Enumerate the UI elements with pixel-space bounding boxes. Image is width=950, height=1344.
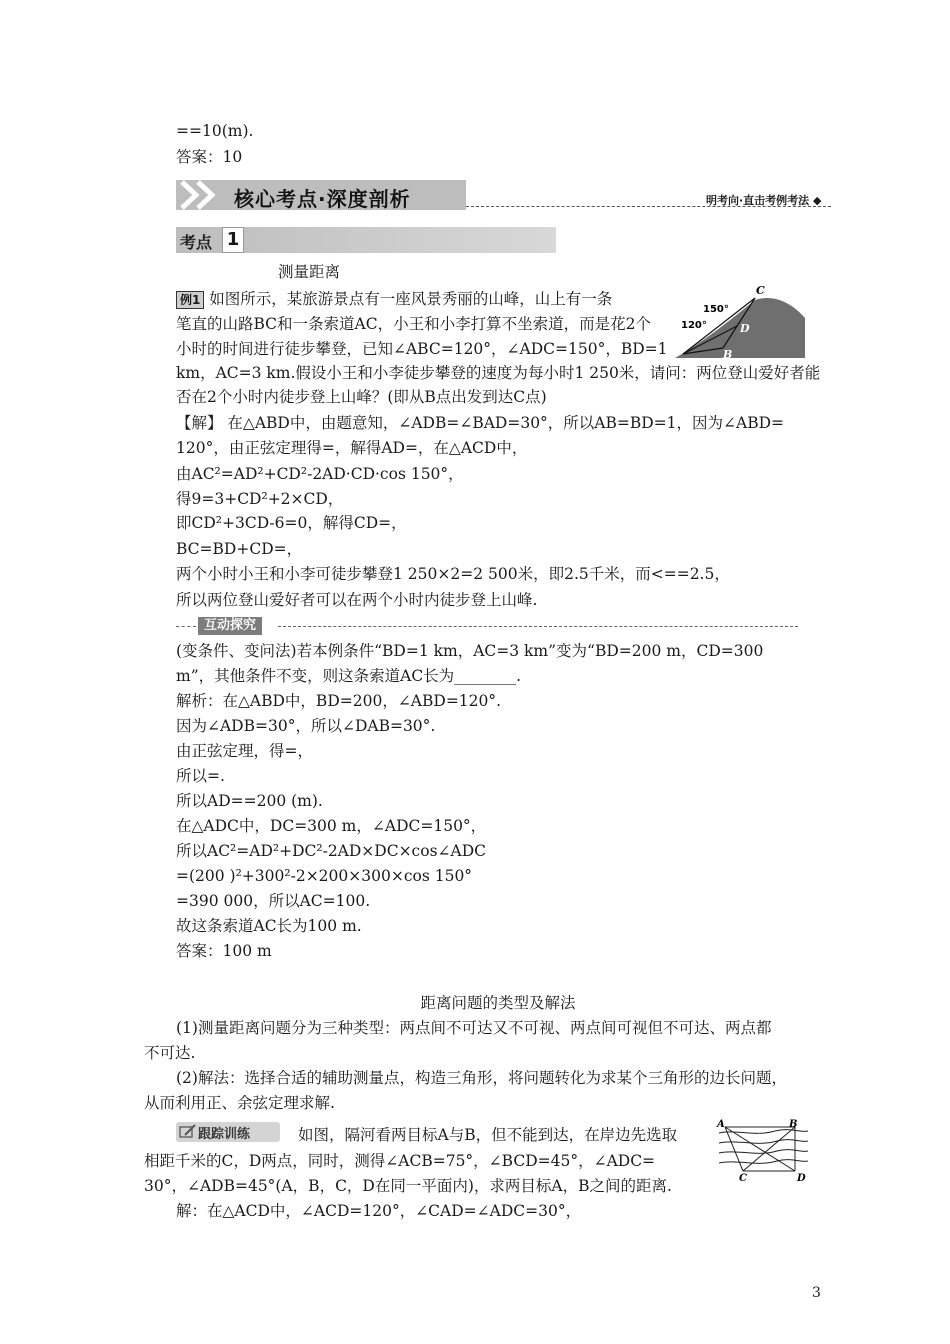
hudong-line-8: 在△ADC中，DC=300 m，∠ADC=150°， [176, 817, 487, 835]
method-line-2: 不可达. [144, 1044, 196, 1062]
hudong-line-7: 所以AD==200 (m). [176, 792, 323, 810]
hudong-line-3: 解析：在△ABD中，BD=200，∠ABD=120°. [176, 692, 502, 710]
fig-label-c: C [756, 284, 765, 297]
example-line-2: 笔直的山路BC和一条索道AC，小王和小李打算不坐索道，而是花2个 [176, 315, 651, 333]
banner-side-text: 明考向·直击考例考法 ◆ [706, 194, 822, 207]
banner-title: 核心考点·深度剖析 [234, 187, 411, 211]
kaodian-topic: 测量距离 [278, 263, 341, 281]
kaodian-number: 1 [222, 227, 244, 253]
river-label-c: C [739, 1173, 747, 1182]
hudong-line-6: 所以=. [176, 767, 225, 785]
hudong-line-5: 由正弦定理，得=， [176, 742, 313, 760]
chevron-icon [176, 180, 228, 210]
solution-line-8: 所以两位登山爱好者可以在两个小时内徒步登上山峰. [176, 591, 538, 609]
solution-line-2: 120°，由正弦定理得=，解得AD=，在△ACD中， [176, 439, 528, 457]
fig-label-a: A [676, 342, 685, 355]
example-line-1: 例1 如图所示，某旅游景点有一座风景秀丽的山峰，山上有一条 [176, 289, 612, 309]
pencil-icon [179, 1124, 197, 1140]
hudong-line-12: 故这条索道AC长为100 m. [176, 917, 362, 935]
section-banner [176, 180, 466, 210]
method-title: 距离问题的类型及解法 [420, 994, 576, 1012]
hudong-line-9: 所以AC²=AD²+DC²-2AD×DC×cos∠ADC [176, 842, 486, 860]
example-line-4: km，AC=3 km.假设小王和小李徒步攀登的速度为每小时1 250米，请问：两位登山爱好者能 [176, 364, 821, 382]
example-tag: 例1 [176, 291, 204, 309]
mountain-figure [673, 282, 808, 362]
solution-line-7: 两个小时小王和小李可徒步攀登1 250×2=2 500米，即2.5千米，而<==2.5， [176, 565, 730, 583]
kaodian-label: 考点 [180, 233, 213, 252]
top-answer: 答案：10 [176, 148, 243, 166]
hudong-line-4: 因为∠ADB=30°，所以∠DAB=30°. [176, 717, 436, 735]
river-label-b: B [789, 1119, 798, 1130]
fig-label-angle120: 120° [681, 320, 707, 331]
river-label-d: D [797, 1173, 806, 1182]
example-line-3: 小时的时间进行徒步攀登，已知∠ABC=120°，∠ADC=150°，BD=1 [176, 340, 668, 358]
diamond-icon: ◆ [813, 194, 822, 207]
method-line-1: (1)测量距离问题分为三种类型：两点间不可达又不可视、两点间可视但不可达、两点都 [176, 1019, 772, 1037]
top-line: ==10(m). [176, 122, 254, 140]
solution-line-6: BC=BD+CD=， [176, 540, 303, 558]
fig-label-angle150: 150° [703, 304, 729, 315]
example-line-5: 否在2个小时内徒步登上山峰？(即从B点出发到达C点) [176, 388, 547, 406]
practice-line-2: 相距千米的C，D两点，同时，测得∠ACB=75°，∠BCD=45°，∠ADC= [144, 1152, 656, 1170]
solution-line-3: 由AC²=AD²+CD²-2AD·CD·cos 150°， [176, 465, 464, 483]
solution-line-5: 即CD²+3CD-6=0，解得CD=， [176, 514, 407, 532]
hudong-line-2: m”，其他条件不变，则这条索道AC长为________. [176, 667, 522, 685]
solution-line-1: 【解】 在△ABD中，由题意知，∠ADB=∠BAD=30°，所以AB=BD=1，因为∠ABD= [176, 414, 785, 432]
practice-line-4: 解：在△ACD中，∠ACD=120°，∠CAD=∠ADC=30°， [176, 1202, 582, 1220]
hudong-line-10: =(200 )²+300²-2×200×300×cos 150° [176, 867, 473, 885]
river-figure [715, 1117, 810, 1182]
method-line-4: 从而利用正、余弦定理求解. [144, 1094, 335, 1112]
practice-line-1: 如图，隔河看两目标A与B，但不能到达，在岸边先选取 [298, 1126, 678, 1144]
fig-label-b: B [723, 348, 733, 361]
fig-label-d: D [740, 322, 750, 335]
solution-line-4: 得9=3+CD²+2×CD， [176, 490, 344, 508]
hudong-header [176, 617, 806, 635]
hudong-tag: 互动探究 [198, 617, 262, 635]
river-label-a: A [717, 1119, 725, 1130]
method-line-3: (2)解法：选择合适的辅助测量点，构造三角形，将问题转化为求某个三角形的边长问题， [176, 1069, 787, 1087]
practice-line-3: 30°，∠ADB=45°(A，B，C，D在同一平面内)，求两目标A，B之间的距离. [144, 1177, 672, 1195]
hudong-line-13: 答案：100 m [176, 942, 272, 960]
hudong-line-11: =390 000，所以AC=100. [176, 892, 371, 910]
kaodian-bar [176, 227, 556, 253]
hudong-line-1: (变条件、变问法)若本例条件“BD=1 km，AC=3 km”变为“BD=200 m，CD=300 [176, 642, 764, 660]
practice-tag: 跟踪训练 [176, 1122, 280, 1142]
page-number: 3 [812, 1285, 821, 1301]
